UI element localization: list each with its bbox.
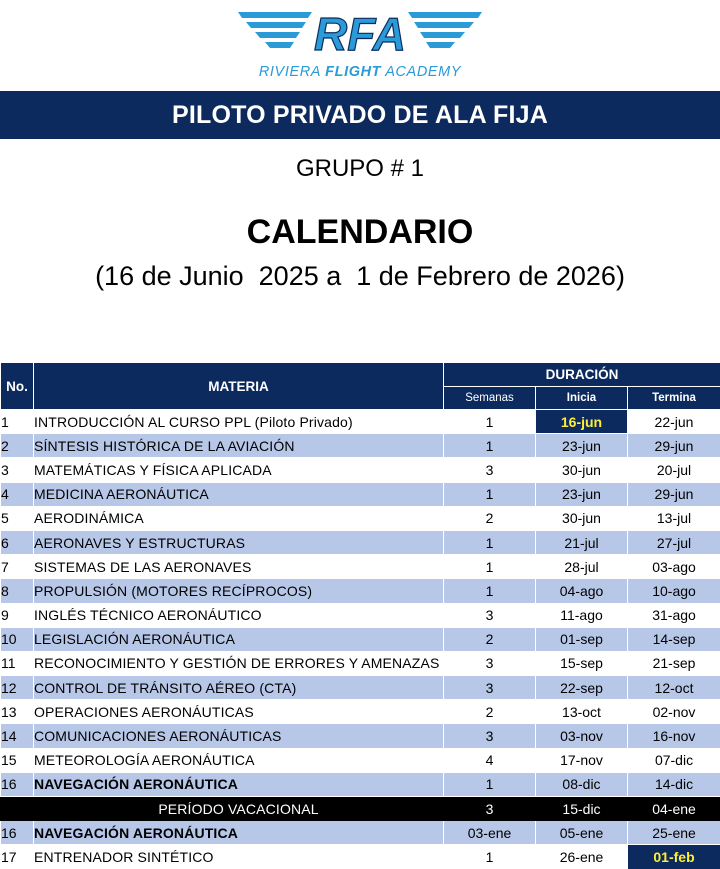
table-row [1, 724, 720, 748]
row-end: 02-nov [628, 700, 720, 724]
row-number: 12 [1, 676, 34, 700]
row-end: 20-jul [628, 458, 720, 482]
row-end: 16-nov [628, 724, 720, 748]
header-weeks: Semanas [444, 387, 536, 410]
row-end: 22-jun [628, 410, 720, 434]
row-weeks: 2 [444, 506, 536, 530]
row-end: 13-jul [628, 506, 720, 530]
row-weeks: 3 [444, 458, 536, 482]
vacation-row [1, 797, 720, 821]
row-end: 21-sep [628, 651, 720, 675]
row-weeks: 1 [444, 410, 536, 434]
table-row [1, 627, 720, 651]
row-subject: PROPULSIÓN (MOTORES RECÍPROCOS) [34, 579, 444, 603]
row-weeks: 4 [444, 748, 536, 772]
row-number: 8 [1, 579, 34, 603]
row-number: 14 [1, 724, 34, 748]
row-end: 14-sep [628, 627, 720, 651]
row-subject: COMUNICACIONES AERONÁUTICAS [34, 724, 444, 748]
row-weeks: 1 [444, 555, 536, 579]
row-start: 01-sep [536, 627, 628, 651]
row-subject: CONTROL DE TRÁNSITO AÉREO (CTA) [34, 676, 444, 700]
row-end: 29-jun [628, 434, 720, 458]
row-number: 15 [1, 748, 34, 772]
row-number: 9 [1, 603, 34, 627]
table-row [1, 603, 720, 627]
row-start: 23-jun [536, 482, 628, 506]
logo-subtitle [0, 64, 720, 80]
row-number: 4 [1, 482, 34, 506]
row-start: 15-dic [536, 797, 628, 821]
row-end: 31-ago [628, 603, 720, 627]
row-subject: SÍNTESIS HISTÓRICA DE LA AVIACIÓN [34, 434, 444, 458]
row-weeks: 1 [444, 579, 536, 603]
row-start: 17-nov [536, 748, 628, 772]
row-subject: ENTRENADOR SINTÉTICO [34, 845, 444, 869]
header-subject: MATERIA [34, 363, 444, 410]
program-banner: PILOTO PRIVADO DE ALA FIJA [0, 91, 720, 139]
row-subject: NAVEGACIÓN AERONÁUTICA [34, 772, 444, 796]
table-row [1, 821, 720, 845]
row-number: 7 [1, 555, 34, 579]
row-start: 21-jul [536, 530, 628, 554]
row-subject: LEGISLACIÓN AERONÁUTICA [34, 627, 444, 651]
course-start-date: 16-jun [536, 410, 628, 434]
row-end: 27-jul [628, 530, 720, 554]
row-start: 23-jun [536, 434, 628, 458]
row-weeks: 2 [444, 700, 536, 724]
schedule-table [0, 362, 720, 869]
row-subject: SISTEMAS DE LAS AERONAVES [34, 555, 444, 579]
row-start: 13-oct [536, 700, 628, 724]
group-label: GRUPO # 1 [295, 155, 425, 182]
row-end: 29-jun [628, 482, 720, 506]
logo-subtitle-bold: FLIGHT [325, 64, 382, 80]
row-number: 5 [1, 506, 34, 530]
row-start: 26-ene [536, 845, 628, 869]
winged-rfa-logo-icon [238, 8, 482, 58]
table-row [1, 676, 720, 700]
table-row [1, 579, 720, 603]
row-number: 3 [1, 458, 34, 482]
row-end: 12-oct [628, 676, 720, 700]
row-subject: AERONAVES Y ESTRUCTURAS [34, 530, 444, 554]
row-subject: AERODINÁMICA [34, 506, 444, 530]
logo-subtitle-suffix: ACADEMY [381, 64, 462, 80]
row-start: 30-jun [536, 506, 628, 530]
row-weeks: 1 [444, 772, 536, 796]
row-end: 14-dic [628, 772, 720, 796]
academy-logo [0, 8, 720, 84]
row-weeks: 2 [444, 627, 536, 651]
table-row [1, 845, 720, 869]
course-end-date: 01-feb [628, 845, 720, 869]
row-start: 04-ago [536, 579, 628, 603]
row-weeks: 3 [444, 651, 536, 675]
row-weeks: 3 [444, 676, 536, 700]
row-end: 25-ene [628, 821, 720, 845]
row-number: 11 [1, 651, 34, 675]
row-start: 22-sep [536, 676, 628, 700]
row-number: 2 [1, 434, 34, 458]
row-number: 10 [1, 627, 34, 651]
row-weeks: 1 [444, 530, 536, 554]
row-weeks: 1 [444, 434, 536, 458]
row-end: 04-ene [628, 797, 720, 821]
row-number: 16 [1, 772, 34, 796]
table-row [1, 700, 720, 724]
table-row [1, 748, 720, 772]
table-row [1, 772, 720, 796]
row-start: 15-sep [536, 651, 628, 675]
row-weeks: 3 [444, 797, 536, 821]
row-number: 17 [1, 845, 34, 869]
row-end: 10-ago [628, 579, 720, 603]
row-number: 16 [1, 821, 34, 845]
table-row [1, 458, 720, 482]
row-number [1, 797, 34, 821]
row-subject: METEOROLOGÍA AERONÁUTICA [34, 748, 444, 772]
row-start: 30-jun [536, 458, 628, 482]
header-duration: DURACIÓN [444, 363, 720, 387]
row-weeks: 03-ene [444, 821, 536, 845]
table-row [1, 434, 720, 458]
row-weeks: 3 [444, 724, 536, 748]
table-row [1, 410, 720, 434]
logo-letters: RFA [314, 8, 406, 58]
header-end: Termina [628, 387, 720, 410]
row-end: 07-dic [628, 748, 720, 772]
row-subject: NAVEGACIÓN AERONÁUTICA [34, 821, 444, 845]
row-start: 05-ene [536, 821, 628, 845]
row-number: 1 [1, 410, 34, 434]
header-start: Inicia [536, 387, 628, 410]
table-row [1, 530, 720, 554]
row-end: 03-ago [628, 555, 720, 579]
row-weeks: 1 [444, 482, 536, 506]
calendar-date-range: (16 de Junio 2025 a 1 de Febrero de 2026) [95, 261, 625, 291]
calendar-title: CALENDARIO [246, 213, 474, 251]
row-start: 03-nov [536, 724, 628, 748]
row-start: 28-jul [536, 555, 628, 579]
header-no: No. [1, 363, 34, 410]
row-subject: OPERACIONES AERONÁUTICAS [34, 700, 444, 724]
row-subject: MEDICINA AERONÁUTICA [34, 482, 444, 506]
row-subject: RECONOCIMIENTO Y GESTIÓN DE ERRORES Y AMENAZAS [34, 651, 444, 675]
row-subject: PERÍODO VACACIONAL [34, 797, 444, 821]
row-start: 11-ago [536, 603, 628, 627]
row-subject: INGLÉS TÉCNICO AERONÁUTICO [34, 603, 444, 627]
table-row [1, 555, 720, 579]
row-weeks: 1 [444, 845, 536, 869]
row-subject: INTRODUCCIÓN AL CURSO PPL (Piloto Privado) [34, 410, 444, 434]
table-row [1, 482, 720, 506]
table-row [1, 651, 720, 675]
row-number: 6 [1, 530, 34, 554]
row-start: 08-dic [536, 772, 628, 796]
row-weeks: 3 [444, 603, 536, 627]
row-subject: MATEMÁTICAS Y FÍSICA APLICADA [34, 458, 444, 482]
row-number: 13 [1, 700, 34, 724]
logo-subtitle-prefix: RIVIERA [258, 64, 326, 80]
table-row [1, 506, 720, 530]
